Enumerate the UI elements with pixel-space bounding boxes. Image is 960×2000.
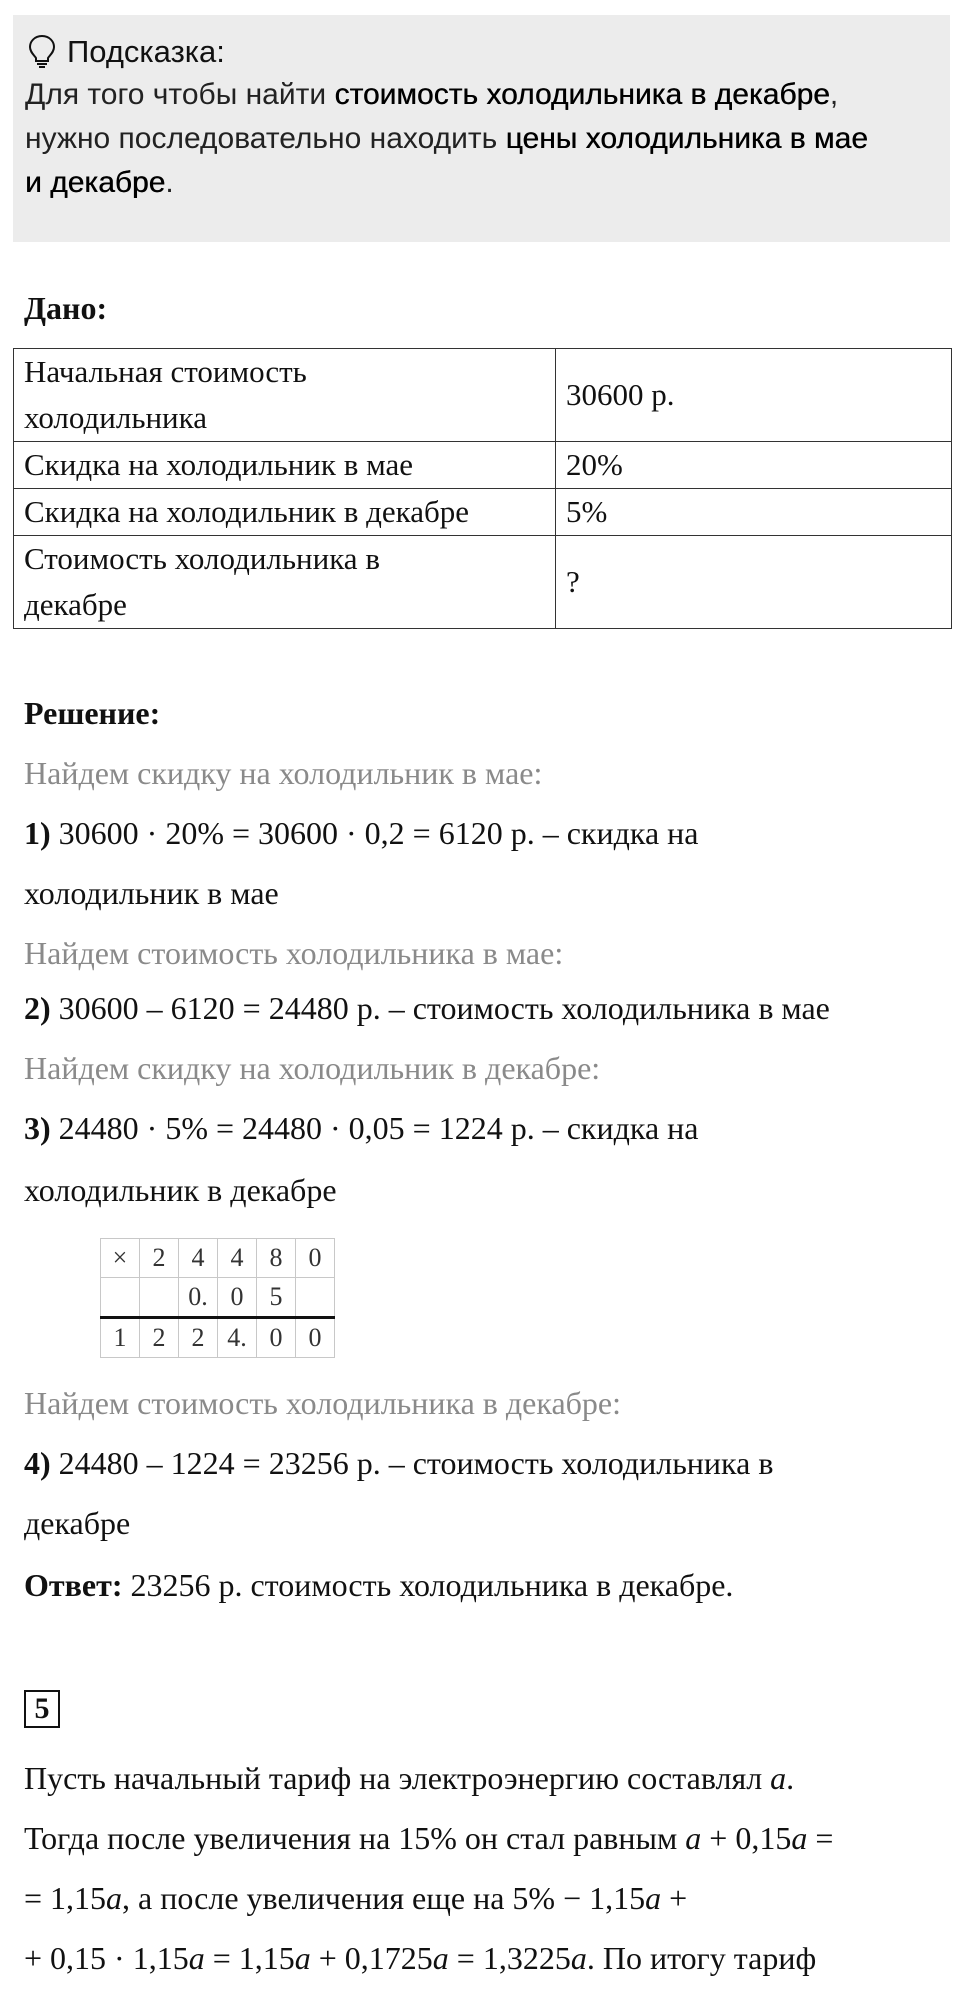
multiplication-cell: 0 xyxy=(296,1239,335,1278)
solution-step-continuation: декабре xyxy=(24,1505,131,1541)
table-cell-label: Скидка на холодильник в мае xyxy=(14,442,556,489)
task-5-line: + 0,15 · 1,15a = 1,15a + 0,1725a = 1,3225a. По итогу тариф xyxy=(24,1940,817,1976)
table-cell-value: 20% xyxy=(556,442,952,489)
hint-title: Подсказка: xyxy=(67,34,225,69)
lightbulb-icon xyxy=(27,34,57,70)
multiplication-cell: 4 xyxy=(179,1239,218,1278)
hint-text xyxy=(25,73,938,205)
multiplication-cell: 1 xyxy=(101,1318,140,1358)
hint-text-part: нужно последовательно находить xyxy=(25,122,506,155)
table-cell-value: 30600 р. xyxy=(556,349,952,442)
solution-note: Найдем стоимость холодильника в мае: xyxy=(24,935,564,971)
hint-bold-part: и декабре xyxy=(25,166,166,199)
hint-title-row xyxy=(25,33,938,71)
hint-bold-part: стоимость холодильника в декабре xyxy=(334,78,830,111)
table-cell-label: Начальная стоимость холодильника xyxy=(14,349,556,442)
multiplication-cell: 4. xyxy=(218,1318,257,1358)
multiplication-cell: 2 xyxy=(140,1318,179,1358)
hint-text-part: Для того чтобы найти xyxy=(25,78,335,111)
task-number-box: 5 xyxy=(24,1690,60,1728)
multiplication-cell: 0 xyxy=(218,1278,257,1318)
solution-step-continuation: холодильник в мае xyxy=(24,875,279,911)
hint-text-part: , xyxy=(829,78,839,111)
solution-step: 4) 24480 – 1224 = 23256 р. – стоимость холодильника в xyxy=(24,1445,774,1481)
hint-box xyxy=(13,15,950,242)
multiplication-cell xyxy=(101,1278,140,1318)
table-row xyxy=(14,489,952,536)
solution-note: Найдем стоимость холодильника в декабре: xyxy=(24,1385,622,1421)
task-5-line: = 1,15a, а после увеличения еще на 5% − 1,15a + xyxy=(24,1880,688,1916)
table-cell-value: 5% xyxy=(556,489,952,536)
hint-bold-part: цены холодильника в мае xyxy=(505,122,868,155)
table-cell-value: ? xyxy=(556,536,952,629)
solution-heading: Решение: xyxy=(24,695,161,731)
task-5-line: Пусть начальный тариф на электроэнергию составлял a. xyxy=(24,1760,795,1796)
task-5-line: Тогда после увеличения на 15% он стал равным a + 0,15a = xyxy=(24,1820,834,1856)
multiplication-cell: 5 xyxy=(257,1278,296,1318)
answer-line: Ответ: 23256 р. стоимость холодильника в декабре. xyxy=(24,1567,734,1603)
multiplication-cell: 0. xyxy=(179,1278,218,1318)
multiplication-row xyxy=(101,1239,335,1278)
table-cell-label: Скидка на холодильник в декабре xyxy=(14,489,556,536)
given-table xyxy=(13,348,952,629)
given-heading: Дано: xyxy=(24,290,108,326)
table-row xyxy=(14,349,952,442)
multiplication-cell: 4 xyxy=(218,1239,257,1278)
table-row xyxy=(14,442,952,489)
solution-note: Найдем скидку на холодильник в мае: xyxy=(24,755,543,791)
multiplication-cell: 2 xyxy=(179,1318,218,1358)
multiplication-cell xyxy=(296,1278,335,1318)
table-cell-label: Стоимость холодильника в декабре xyxy=(14,536,556,629)
solution-step: 3) 24480 · 5% = 24480 · 0,05 = 1224 р. – скидка на xyxy=(24,1110,699,1146)
hint-text-part: . xyxy=(165,166,174,199)
solution-step-continuation: холодильник в декабре xyxy=(24,1172,337,1208)
solution-step: 2) 30600 – 6120 = 24480 р. – стоимость холодильника в мае xyxy=(24,990,830,1026)
column-multiplication xyxy=(100,1238,335,1358)
solution-step: 1) 30600 · 20% = 30600 · 0,2 = 6120 р. – скидка на xyxy=(24,815,699,851)
multiplication-cell: 8 xyxy=(257,1239,296,1278)
table-row xyxy=(14,536,952,629)
multiplication-row xyxy=(101,1278,335,1318)
multiplication-cell: 2 xyxy=(140,1239,179,1278)
solution-note: Найдем скидку на холодильник в декабре: xyxy=(24,1050,601,1086)
multiplication-cell: × xyxy=(101,1239,140,1278)
multiplication-cell: 0 xyxy=(296,1318,335,1358)
multiplication-cell: 0 xyxy=(257,1318,296,1358)
multiplication-cell xyxy=(140,1278,179,1318)
multiplication-result-row xyxy=(101,1318,335,1358)
